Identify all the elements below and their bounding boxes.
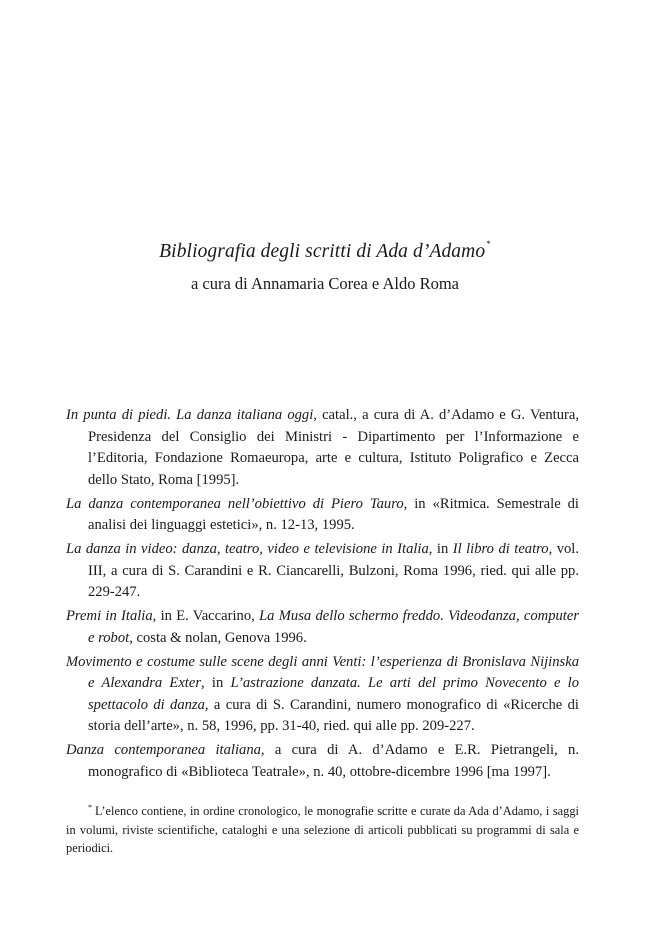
entry-title: Movimento e costume sulle scene degli anni Venti: l’esperienza di Bronislava Nijinska e Alexandra Exter (66, 653, 579, 692)
entry-text: , in (428, 541, 453, 558)
entry-title: Premi in Italia (66, 608, 153, 625)
entry-text: , catal., a cura di A. d’Adamo e G. Ventura, Presidenza del Consiglio dei Ministri - Dipartimento per l’Informazione e l’Editoria, Fondazione Romaeuropa, arte e cultura, Istituto Poligrafico e Zecca dello Stato, Roma [1995]. (88, 407, 580, 488)
entry-title: In punta di piedi. La danza italiana oggi (66, 407, 314, 423)
bibliography-entry (66, 652, 579, 738)
entry-title: La danza contemporanea nell’obiettivo di Piero Tauro (66, 495, 404, 512)
footnote (66, 799, 579, 858)
entry-text: , a cura di S. Carandini, numero monografico di «Ricerche di storia dell’arte», n. 58, 1996, pp. 31-40, ried. qui alle pp. 209-227. (88, 696, 579, 735)
entry-secondary-title: Il libro di teatro (452, 541, 549, 558)
entry-text: , costa & nolan, Genova 1996. (129, 629, 307, 646)
page-title-text: Bibliografia degli scritti di Ada d’Adamo (159, 241, 486, 262)
page-title (0, 231, 650, 265)
entry-secondary-title: L’astrazione danzata. Le arti del primo Novecento e lo spettacolo di danza (88, 675, 580, 713)
editors-line: a cura di Annamaria Corea e Aldo Roma (190, 274, 460, 293)
entry-secondary-title: La Musa dello schermo freddo. Videodanza, computer e robot (88, 608, 579, 646)
entry-text: , in (201, 675, 231, 692)
title-footnote-marker: * (486, 239, 491, 249)
bibliography-entry (66, 494, 579, 537)
entry-text: , in E. Vaccarino, (152, 608, 260, 625)
entry-text: , in «Ritmica. Semestrale di analisi dei linguaggi estetici», n. 12-13, 1995. (88, 495, 579, 534)
entry-title: Danza contemporanea italiana (66, 742, 261, 759)
bibliography-entry (66, 740, 579, 783)
footnote-text: L’elenco contiene, in ordine cronologico, le monografie scritte e curate da Ada d’Adamo, i saggi in volumi, riviste scientifiche, cataloghi e una selezione di articoli pubblicati su programmi di sala e periodici. (66, 804, 579, 855)
entry-text: , a cura di A. d’Adamo e E.R. Pietrangeli, n. monografico di «Biblioteca Teatrale», n. 40, ottobre-dicembre 1996 [ma 1997]. (88, 742, 579, 780)
bibliography-entry (66, 405, 579, 491)
bibliography-entry (66, 539, 579, 604)
entry-title: La danza in video: danza, teatro, video e televisione in Italia (66, 541, 429, 558)
bibliography-entry (66, 606, 579, 649)
entry-text: , vol. III, a cura di S. Carandini e R. Ciancarelli, Bulzoni, Roma 1996, ried. qui alle pp. 229-247. (88, 541, 580, 601)
footnote-marker: * (88, 803, 92, 812)
bibliography-list (66, 405, 579, 786)
